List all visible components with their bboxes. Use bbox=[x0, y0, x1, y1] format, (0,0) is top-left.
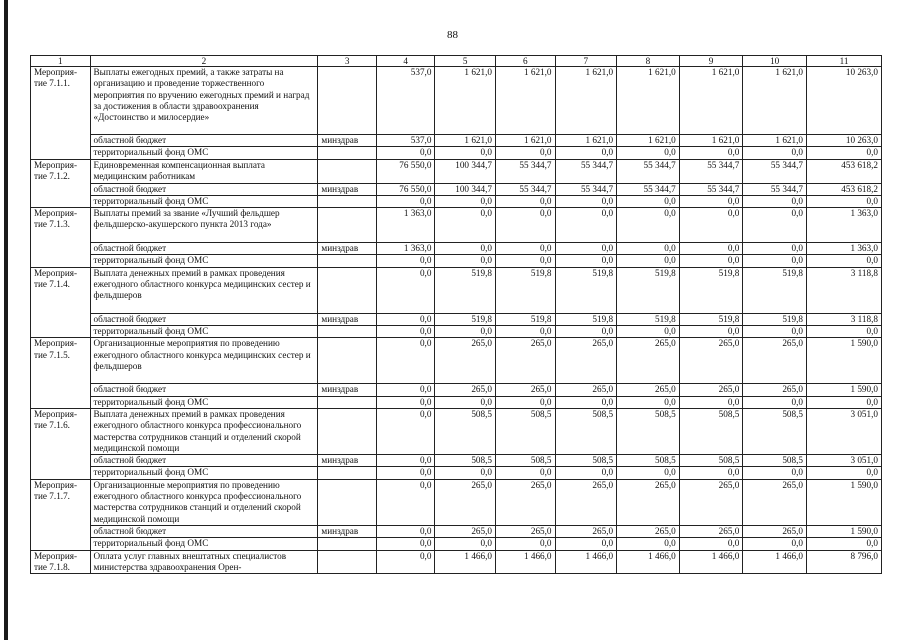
year-value: 519,8 bbox=[495, 313, 555, 325]
year-value: 0,0 bbox=[435, 255, 496, 267]
executor-cell: минздрав bbox=[318, 243, 377, 255]
funding-source-row bbox=[31, 538, 882, 550]
year-value: 265,0 bbox=[495, 384, 555, 396]
measure-id: Мероприя-тие 7.1.8. bbox=[31, 550, 91, 574]
funding-source-row bbox=[31, 135, 882, 147]
year-value: 508,5 bbox=[743, 408, 807, 454]
column-header: 8 bbox=[617, 56, 680, 67]
year-value: 265,0 bbox=[679, 384, 743, 396]
year-value: 0,0 bbox=[555, 208, 617, 243]
funding-source-label: областной бюджет bbox=[90, 455, 318, 467]
year-value: 76 550,0 bbox=[376, 183, 435, 195]
measure-row bbox=[31, 408, 882, 454]
year-value: 0,0 bbox=[376, 408, 435, 454]
year-value: 0,0 bbox=[555, 538, 617, 550]
column-header: 7 bbox=[555, 56, 617, 67]
year-value: 265,0 bbox=[679, 525, 743, 537]
year-value: 265,0 bbox=[555, 384, 617, 396]
year-value: 0,0 bbox=[435, 147, 496, 159]
year-value: 0,0 bbox=[495, 243, 555, 255]
year-value: 0,0 bbox=[617, 243, 680, 255]
year-value: 1 621,0 bbox=[495, 135, 555, 147]
year-value: 0,0 bbox=[376, 538, 435, 550]
funding-source-label: территориальный фонд ОМС bbox=[90, 538, 318, 550]
year-value: 55 344,7 bbox=[617, 159, 680, 183]
funding-source-row bbox=[31, 243, 882, 255]
year-value: 0,0 bbox=[617, 538, 680, 550]
total-value: 0,0 bbox=[806, 538, 881, 550]
year-value: 1 466,0 bbox=[743, 550, 807, 574]
measure-id: Мероприя-тие 7.1.5. bbox=[31, 338, 91, 409]
year-value: 265,0 bbox=[617, 479, 680, 525]
year-value: 55 344,7 bbox=[743, 183, 807, 195]
year-value: 265,0 bbox=[495, 525, 555, 537]
year-value: 1 621,0 bbox=[435, 67, 496, 135]
year-value: 265,0 bbox=[555, 338, 617, 384]
total-value: 453 618,2 bbox=[806, 159, 881, 183]
funding-source-row bbox=[31, 195, 882, 207]
year-value: 0,0 bbox=[376, 396, 435, 408]
page-number: 88 bbox=[447, 29, 458, 41]
funding-source-label: территориальный фонд ОМС bbox=[90, 195, 318, 207]
year-value: 519,8 bbox=[435, 313, 496, 325]
year-value: 100 344,7 bbox=[435, 183, 496, 195]
measure-row bbox=[31, 267, 882, 313]
year-value: 1 466,0 bbox=[679, 550, 743, 574]
year-value: 0,0 bbox=[495, 147, 555, 159]
year-value: 519,8 bbox=[617, 267, 680, 313]
measure-row bbox=[31, 479, 882, 525]
funding-source-row bbox=[31, 326, 882, 338]
year-value: 1 621,0 bbox=[743, 135, 807, 147]
column-header: 4 bbox=[376, 56, 435, 67]
year-value: 55 344,7 bbox=[679, 159, 743, 183]
measure-id: Мероприя-тие 7.1.2. bbox=[31, 159, 91, 208]
year-value: 519,8 bbox=[679, 267, 743, 313]
funding-source-row bbox=[31, 467, 882, 479]
year-value: 0,0 bbox=[376, 147, 435, 159]
year-value: 0,0 bbox=[617, 467, 680, 479]
executor-cell bbox=[318, 479, 377, 525]
year-value: 265,0 bbox=[679, 338, 743, 384]
total-value: 0,0 bbox=[806, 326, 881, 338]
year-value: 265,0 bbox=[435, 384, 496, 396]
year-value: 0,0 bbox=[743, 147, 807, 159]
executor-cell: минздрав bbox=[318, 183, 377, 195]
year-value: 508,5 bbox=[435, 455, 496, 467]
year-value: 265,0 bbox=[743, 525, 807, 537]
column-header: 2 bbox=[90, 56, 318, 67]
year-value: 0,0 bbox=[435, 208, 496, 243]
year-value: 0,0 bbox=[679, 195, 743, 207]
year-value: 519,8 bbox=[617, 313, 680, 325]
year-value: 1 621,0 bbox=[617, 135, 680, 147]
year-value: 265,0 bbox=[617, 525, 680, 537]
executor-cell bbox=[318, 147, 377, 159]
year-value: 1 466,0 bbox=[495, 550, 555, 574]
year-value: 265,0 bbox=[555, 525, 617, 537]
year-value: 55 344,7 bbox=[617, 183, 680, 195]
measure-row bbox=[31, 208, 882, 243]
year-value: 0,0 bbox=[679, 208, 743, 243]
year-value: 0,0 bbox=[679, 243, 743, 255]
executor-cell bbox=[318, 396, 377, 408]
measure-id: Мероприя-тие 7.1.6. bbox=[31, 408, 91, 479]
measure-row bbox=[31, 550, 882, 574]
funding-source-row bbox=[31, 455, 882, 467]
measure-id: Мероприя-тие 7.1.1. bbox=[31, 67, 91, 160]
funding-source-label: областной бюджет bbox=[90, 525, 318, 537]
year-value: 519,8 bbox=[435, 267, 496, 313]
measure-id: Мероприя-тие 7.1.7. bbox=[31, 479, 91, 550]
year-value: 0,0 bbox=[555, 195, 617, 207]
year-value: 1 621,0 bbox=[555, 135, 617, 147]
executor-cell bbox=[318, 208, 377, 243]
year-value: 0,0 bbox=[617, 326, 680, 338]
year-value: 508,5 bbox=[495, 408, 555, 454]
column-header: 1 bbox=[31, 56, 91, 67]
year-value: 55 344,7 bbox=[495, 159, 555, 183]
year-value: 265,0 bbox=[617, 384, 680, 396]
year-value: 0,0 bbox=[376, 326, 435, 338]
year-value: 0,0 bbox=[617, 208, 680, 243]
total-value: 10 263,0 bbox=[806, 135, 881, 147]
year-value: 0,0 bbox=[679, 538, 743, 550]
year-value: 0,0 bbox=[555, 467, 617, 479]
year-value: 0,0 bbox=[376, 455, 435, 467]
total-value: 0,0 bbox=[806, 467, 881, 479]
executor-cell bbox=[318, 408, 377, 454]
year-value: 0,0 bbox=[495, 538, 555, 550]
measure-row bbox=[31, 338, 882, 384]
year-value: 0,0 bbox=[435, 538, 496, 550]
year-value: 0,0 bbox=[376, 479, 435, 525]
year-value: 508,5 bbox=[555, 408, 617, 454]
total-value: 1 363,0 bbox=[806, 243, 881, 255]
year-value: 1 466,0 bbox=[435, 550, 496, 574]
executor-cell: минздрав bbox=[318, 135, 377, 147]
year-value: 265,0 bbox=[679, 479, 743, 525]
funding-source-row bbox=[31, 183, 882, 195]
year-value: 508,5 bbox=[617, 408, 680, 454]
budget-table bbox=[30, 55, 882, 574]
year-value: 0,0 bbox=[679, 396, 743, 408]
year-value: 519,8 bbox=[555, 313, 617, 325]
year-value: 0,0 bbox=[376, 550, 435, 574]
measure-description: Выплата денежных премий в рамках проведения ежегодного областного конкурса медицинских сестер и фельдшеров bbox=[90, 267, 318, 313]
year-value: 0,0 bbox=[376, 267, 435, 313]
year-value: 1 621,0 bbox=[743, 67, 807, 135]
year-value: 0,0 bbox=[555, 147, 617, 159]
year-value: 0,0 bbox=[743, 255, 807, 267]
measure-row bbox=[31, 159, 882, 183]
year-value: 265,0 bbox=[555, 479, 617, 525]
executor-cell bbox=[318, 255, 377, 267]
year-value: 537,0 bbox=[376, 67, 435, 135]
total-value: 3 118,8 bbox=[806, 313, 881, 325]
measure-description: Оплата услуг главных внештатных специалистов министерства здравоохранения Орен- bbox=[90, 550, 318, 574]
executor-cell: минздрав bbox=[318, 525, 377, 537]
year-value: 0,0 bbox=[376, 338, 435, 384]
year-value: 0,0 bbox=[495, 255, 555, 267]
year-value: 508,5 bbox=[495, 455, 555, 467]
year-value: 0,0 bbox=[376, 467, 435, 479]
year-value: 0,0 bbox=[679, 326, 743, 338]
measure-description: Организационные мероприятия по проведению ежегодного областного конкурса профессионального мастерства сотрудников станций и отделений скорой медицинской помощи bbox=[90, 479, 318, 525]
year-value: 0,0 bbox=[743, 195, 807, 207]
total-value: 3 051,0 bbox=[806, 408, 881, 454]
year-value: 265,0 bbox=[743, 338, 807, 384]
funding-source-label: территориальный фонд ОМС bbox=[90, 396, 318, 408]
year-value: 100 344,7 bbox=[435, 159, 496, 183]
year-value: 1 621,0 bbox=[495, 67, 555, 135]
total-value: 453 618,2 bbox=[806, 183, 881, 195]
year-value: 265,0 bbox=[743, 479, 807, 525]
column-header: 9 bbox=[679, 56, 743, 67]
funding-source-label: территориальный фонд ОМС bbox=[90, 326, 318, 338]
year-value: 0,0 bbox=[679, 467, 743, 479]
total-value: 3 051,0 bbox=[806, 455, 881, 467]
year-value: 0,0 bbox=[743, 396, 807, 408]
year-value: 0,0 bbox=[617, 147, 680, 159]
measure-description: Выплаты премий за звание «Лучший фельдшер фельдшерско-акушерского пункта 2013 года» bbox=[90, 208, 318, 243]
year-value: 537,0 bbox=[376, 135, 435, 147]
total-value: 1 590,0 bbox=[806, 479, 881, 525]
year-value: 519,8 bbox=[495, 267, 555, 313]
year-value: 1 621,0 bbox=[617, 67, 680, 135]
year-value: 1 363,0 bbox=[376, 208, 435, 243]
funding-source-label: областной бюджет bbox=[90, 313, 318, 325]
year-value: 76 550,0 bbox=[376, 159, 435, 183]
funding-source-label: областной бюджет bbox=[90, 243, 318, 255]
year-value: 0,0 bbox=[555, 255, 617, 267]
year-value: 55 344,7 bbox=[679, 183, 743, 195]
measure-description: Выплата денежных премий в рамках проведения ежегодного областного конкурса профессионального мастерства сотрудников станций и отделений скорой медицинской помощи bbox=[90, 408, 318, 454]
year-value: 265,0 bbox=[435, 479, 496, 525]
column-header: 10 bbox=[743, 56, 807, 67]
year-value: 0,0 bbox=[617, 195, 680, 207]
funding-source-label: территориальный фонд ОМС bbox=[90, 467, 318, 479]
year-value: 55 344,7 bbox=[555, 159, 617, 183]
year-value: 0,0 bbox=[617, 396, 680, 408]
year-value: 265,0 bbox=[743, 384, 807, 396]
executor-cell: минздрав bbox=[318, 384, 377, 396]
year-value: 0,0 bbox=[495, 326, 555, 338]
year-value: 0,0 bbox=[743, 467, 807, 479]
year-value: 519,8 bbox=[743, 313, 807, 325]
year-value: 0,0 bbox=[679, 147, 743, 159]
funding-source-row bbox=[31, 255, 882, 267]
year-value: 508,5 bbox=[435, 408, 496, 454]
funding-source-label: территориальный фонд ОМС bbox=[90, 255, 318, 267]
funding-source-row bbox=[31, 396, 882, 408]
executor-cell bbox=[318, 338, 377, 384]
year-value: 1 466,0 bbox=[617, 550, 680, 574]
total-value: 1 590,0 bbox=[806, 525, 881, 537]
year-value: 0,0 bbox=[743, 326, 807, 338]
year-value: 0,0 bbox=[376, 525, 435, 537]
measure-description: Выплаты ежегодных премий, а также затраты на организацию и проведение торжественного мероприятия по вручению ежегодных премий и наград за достижения в области здравоохранения «Достоинство и милосердие» bbox=[90, 67, 318, 135]
funding-source-label: областной бюджет bbox=[90, 183, 318, 195]
year-value: 0,0 bbox=[555, 326, 617, 338]
year-value: 0,0 bbox=[617, 255, 680, 267]
executor-cell bbox=[318, 538, 377, 550]
year-value: 55 344,7 bbox=[555, 183, 617, 195]
binder-edge-line bbox=[4, 0, 8, 640]
measure-description: Единовременная компенсационная выплата медицинским работникам bbox=[90, 159, 318, 183]
year-value: 265,0 bbox=[495, 479, 555, 525]
year-value: 508,5 bbox=[679, 455, 743, 467]
year-value: 265,0 bbox=[435, 338, 496, 384]
year-value: 1 621,0 bbox=[679, 67, 743, 135]
year-value: 508,5 bbox=[617, 455, 680, 467]
year-value: 0,0 bbox=[376, 384, 435, 396]
executor-cell: минздрав bbox=[318, 455, 377, 467]
column-header: 3 bbox=[318, 56, 377, 67]
column-header: 11 bbox=[806, 56, 881, 67]
funding-source-label: территориальный фонд ОМС bbox=[90, 147, 318, 159]
total-value: 0,0 bbox=[806, 195, 881, 207]
column-header: 6 bbox=[495, 56, 555, 67]
year-value: 508,5 bbox=[679, 408, 743, 454]
executor-cell bbox=[318, 550, 377, 574]
year-value: 1 621,0 bbox=[435, 135, 496, 147]
total-value: 0,0 bbox=[806, 255, 881, 267]
year-value: 0,0 bbox=[376, 313, 435, 325]
executor-cell bbox=[318, 67, 377, 135]
year-value: 0,0 bbox=[495, 396, 555, 408]
year-value: 0,0 bbox=[743, 538, 807, 550]
funding-source-row bbox=[31, 525, 882, 537]
measure-id: Мероприя-тие 7.1.3. bbox=[31, 208, 91, 268]
year-value: 508,5 bbox=[555, 455, 617, 467]
year-value: 265,0 bbox=[617, 338, 680, 384]
year-value: 519,8 bbox=[555, 267, 617, 313]
year-value: 55 344,7 bbox=[743, 159, 807, 183]
year-value: 0,0 bbox=[743, 208, 807, 243]
year-value: 0,0 bbox=[679, 255, 743, 267]
executor-cell bbox=[318, 326, 377, 338]
total-value: 8 796,0 bbox=[806, 550, 881, 574]
funding-source-row bbox=[31, 313, 882, 325]
year-value: 1 621,0 bbox=[679, 135, 743, 147]
year-value: 0,0 bbox=[435, 195, 496, 207]
total-value: 10 263,0 bbox=[806, 67, 881, 135]
year-value: 0,0 bbox=[435, 326, 496, 338]
total-value: 1 590,0 bbox=[806, 338, 881, 384]
year-value: 1 466,0 bbox=[555, 550, 617, 574]
executor-cell bbox=[318, 267, 377, 313]
year-value: 0,0 bbox=[495, 208, 555, 243]
funding-source-row bbox=[31, 147, 882, 159]
year-value: 0,0 bbox=[555, 396, 617, 408]
year-value: 0,0 bbox=[435, 396, 496, 408]
year-value: 265,0 bbox=[435, 525, 496, 537]
table-header-row bbox=[31, 56, 882, 67]
funding-source-label: областной бюджет bbox=[90, 384, 318, 396]
total-value: 1 363,0 bbox=[806, 208, 881, 243]
executor-cell bbox=[318, 195, 377, 207]
year-value: 55 344,7 bbox=[495, 183, 555, 195]
executor-cell bbox=[318, 467, 377, 479]
year-value: 0,0 bbox=[743, 243, 807, 255]
column-header: 5 bbox=[435, 56, 496, 67]
year-value: 265,0 bbox=[495, 338, 555, 384]
measure-row bbox=[31, 67, 882, 135]
year-value: 0,0 bbox=[376, 195, 435, 207]
year-value: 0,0 bbox=[495, 467, 555, 479]
year-value: 0,0 bbox=[555, 243, 617, 255]
total-value: 3 118,8 bbox=[806, 267, 881, 313]
total-value: 0,0 bbox=[806, 147, 881, 159]
total-value: 0,0 bbox=[806, 396, 881, 408]
total-value: 1 590,0 bbox=[806, 384, 881, 396]
year-value: 508,5 bbox=[743, 455, 807, 467]
year-value: 1 363,0 bbox=[376, 243, 435, 255]
executor-cell: минздрав bbox=[318, 313, 377, 325]
year-value: 0,0 bbox=[376, 255, 435, 267]
year-value: 519,8 bbox=[743, 267, 807, 313]
year-value: 1 621,0 bbox=[555, 67, 617, 135]
year-value: 0,0 bbox=[495, 195, 555, 207]
funding-source-label: областной бюджет bbox=[90, 135, 318, 147]
funding-source-row bbox=[31, 384, 882, 396]
year-value: 0,0 bbox=[435, 243, 496, 255]
measure-id: Мероприя-тие 7.1.4. bbox=[31, 267, 91, 338]
year-value: 519,8 bbox=[679, 313, 743, 325]
measure-description: Организационные мероприятия по проведению ежегодного областного конкурса медицинских сестер и фельдшеров bbox=[90, 338, 318, 384]
year-value: 0,0 bbox=[435, 467, 496, 479]
executor-cell bbox=[318, 159, 377, 183]
